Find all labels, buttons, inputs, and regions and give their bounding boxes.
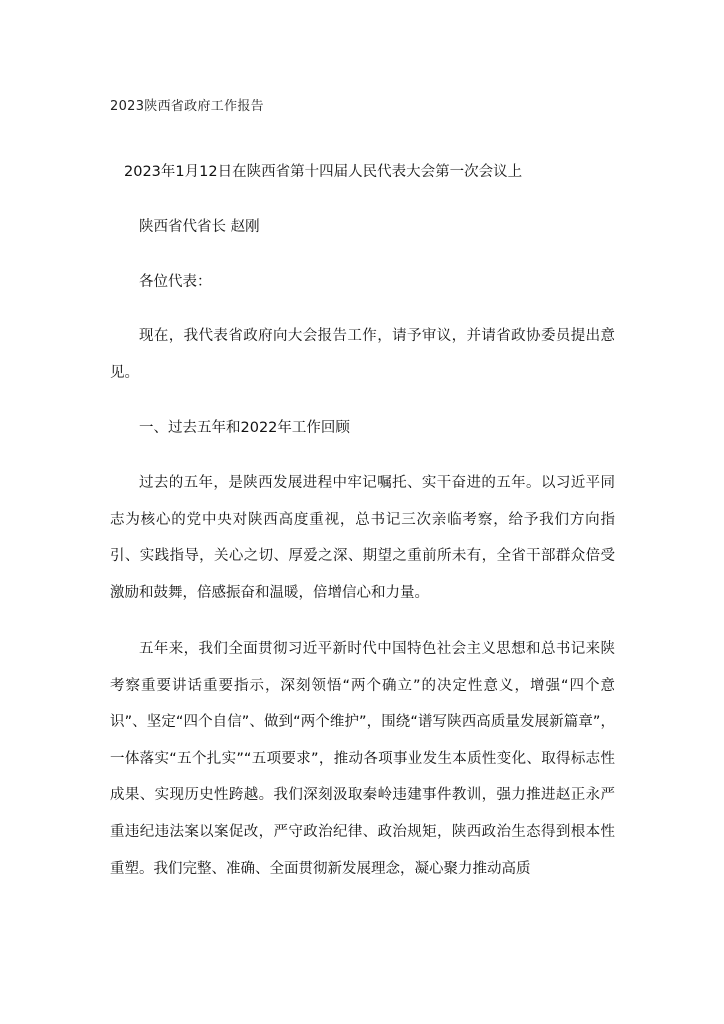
paragraph-intro: 现在，我代表省政府向大会报告工作，请予审议，并请省政协委员提出意见。: [110, 328, 615, 381]
paragraph-body: 过去的五年，是陕西发展进程中牢记嘱托、实干奋进的五年。以习近平同志为核心的党中央对陕西高度重视，总书记三次亲临考察，给予我们方向指引、实践指导，关心之切、厚爱之深、期望之重前所未有，全省干部群众倍受激励和鼓舞，倍感振奋和温暖，倍增信心和力量。: [110, 475, 615, 601]
meeting-line: 2023年1月12日在陕西省第十四届人民代表大会第一次会议上: [124, 164, 523, 180]
document-title: 2023陕西省政府工作报告: [110, 99, 264, 114]
salutation: 各位代表：: [139, 274, 212, 290]
speaker-line: 陕西省代省长 赵刚: [139, 219, 260, 235]
section-heading: 一、过去五年和2022年工作回顾: [139, 420, 350, 436]
paragraph-body: 五年来，我们全面贯彻习近平新时代中国特色社会主义思想和总书记来陕考察重要讲话重要指示，深刻领悟“两个确立”的决定性意义，增强“四个意识”、坚定“四个自信”、做到“两个维护”，围绕“谱写陕西高质量发展新篇章”，一体落实“五个扎实”“五项要求”，推动各项事业发生本质性变化、取得标志性成果、实现历史性跨越。我们深刻汲取秦岭违建事件教训，强力推进赵正永严重违纪违法案以案促改，严守政治纪律、政治规矩，陕西政治生态得到根本性重塑。我们完整、准确、全面贯彻新发展理念，凝心聚力推动高质: [110, 641, 615, 877]
